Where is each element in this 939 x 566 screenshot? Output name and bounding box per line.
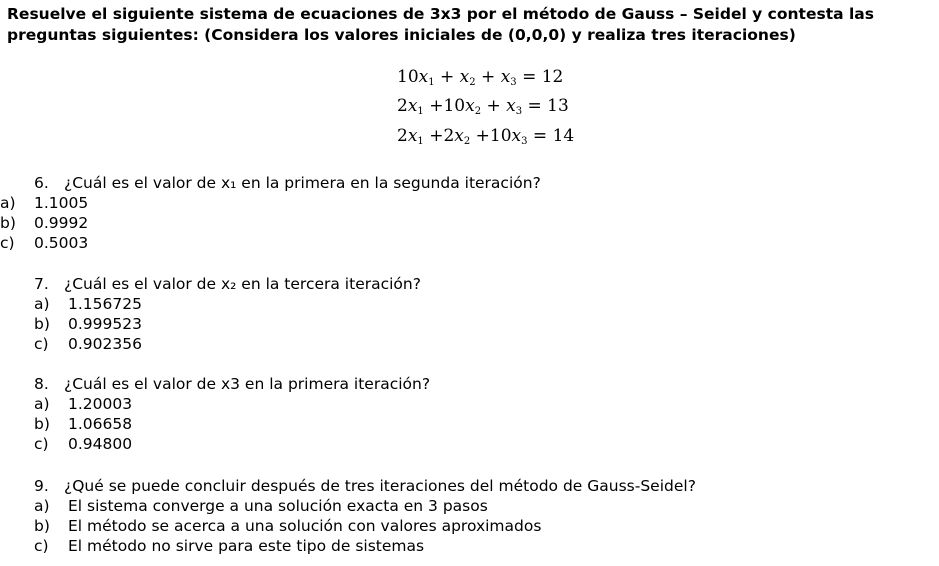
option-text: 0.999523 <box>68 315 142 333</box>
question-text: ¿Cuál es el valor de x3 en la primera iteración? <box>64 375 431 393</box>
eq2-coef-x2: 10 <box>443 96 466 116</box>
instructions-title: Resuelve el siguiente sistema de ecuaciones de 3x3 por el método de Gauss – Seidel y contesta las preguntas siguientes: (Considera los valores iniciales de (0,0,0) y realiza tres iteraciones) <box>7 5 874 44</box>
option-letter: c) <box>34 335 49 353</box>
option-letter: b) <box>34 315 50 333</box>
eq2-coef-x1: 2 <box>397 96 408 116</box>
option-text: El método no sirve para este tipo de sistemas <box>68 537 425 555</box>
option-9a[interactable] <box>34 496 541 516</box>
option-7c[interactable] <box>34 334 142 354</box>
question-number: 7. <box>34 275 49 293</box>
option-letter: a) <box>34 295 50 313</box>
option-letter: c) <box>34 537 49 555</box>
question-9-options <box>34 476 541 556</box>
option-letter: a) <box>34 497 50 515</box>
option-6c[interactable] <box>0 233 88 253</box>
option-text: 0.5003 <box>34 234 89 252</box>
eq2-rhs: = 13 <box>527 96 569 116</box>
question-number: 6. <box>34 174 49 192</box>
equation-3: $2x_1 +2x_2 +10x_3 = 14$ <box>397 126 575 147</box>
eq3-coef-x1: 2 <box>397 126 408 146</box>
question-text: ¿Qué se puede concluir después de tres iteraciones del método de Gauss-Seidel? <box>64 477 696 495</box>
option-8c[interactable] <box>34 434 132 454</box>
eq1-coef-x1: 10 <box>397 67 419 87</box>
option-letter: b) <box>34 517 50 535</box>
option-text: El sistema converge a una solución exacta en 3 pasos <box>68 497 488 515</box>
option-letter: a) <box>0 194 16 212</box>
option-letter: c) <box>34 435 49 453</box>
option-text: 1.156725 <box>68 295 142 313</box>
option-8b[interactable] <box>34 414 132 434</box>
option-text: 1.1005 <box>34 194 89 212</box>
option-letter: b) <box>0 214 16 232</box>
option-text: 1.06658 <box>68 415 133 433</box>
question-6-options <box>0 173 88 253</box>
eq3-rhs: = 14 <box>532 126 575 146</box>
option-6a[interactable] <box>0 193 88 213</box>
question-number: 9. <box>34 477 49 495</box>
question-number: 8. <box>34 375 49 393</box>
option-letter: c) <box>0 234 15 252</box>
option-letter: b) <box>34 415 50 433</box>
eq3-coef-x3: 10 <box>489 126 512 146</box>
question-text: ¿Cuál es el valor de x₂ en la tercera iteración? <box>64 275 421 293</box>
question-6 <box>34 173 541 213</box>
eq3-coef-x2: 2 <box>443 126 455 146</box>
option-text: 0.94800 <box>68 435 133 453</box>
option-9b[interactable] <box>34 516 541 536</box>
option-7b[interactable] <box>34 314 142 334</box>
question-8-options <box>34 374 132 454</box>
option-7a[interactable] <box>34 294 142 314</box>
option-letter: a) <box>34 395 50 413</box>
equation-2: $2x_1 +10x_2 + x_3 = 13$ <box>397 96 569 117</box>
option-text: El método se acerca a una solución con valores aproximados <box>68 517 542 535</box>
option-9c[interactable] <box>34 536 541 556</box>
option-text: 0.902356 <box>68 335 142 353</box>
option-text: 1.20003 <box>68 395 133 413</box>
option-6b[interactable] <box>0 213 88 233</box>
question-text: ¿Cuál es el valor de x₁ en la primera en la segunda iteración? <box>64 174 541 192</box>
option-8a[interactable] <box>34 394 132 414</box>
option-text: 0.9992 <box>34 214 89 232</box>
equation-1: $10x_1 + x_2 + x_3 = 12$ <box>397 67 564 88</box>
eq1-rhs: = 12 <box>522 67 564 87</box>
question-7-options <box>34 274 142 354</box>
